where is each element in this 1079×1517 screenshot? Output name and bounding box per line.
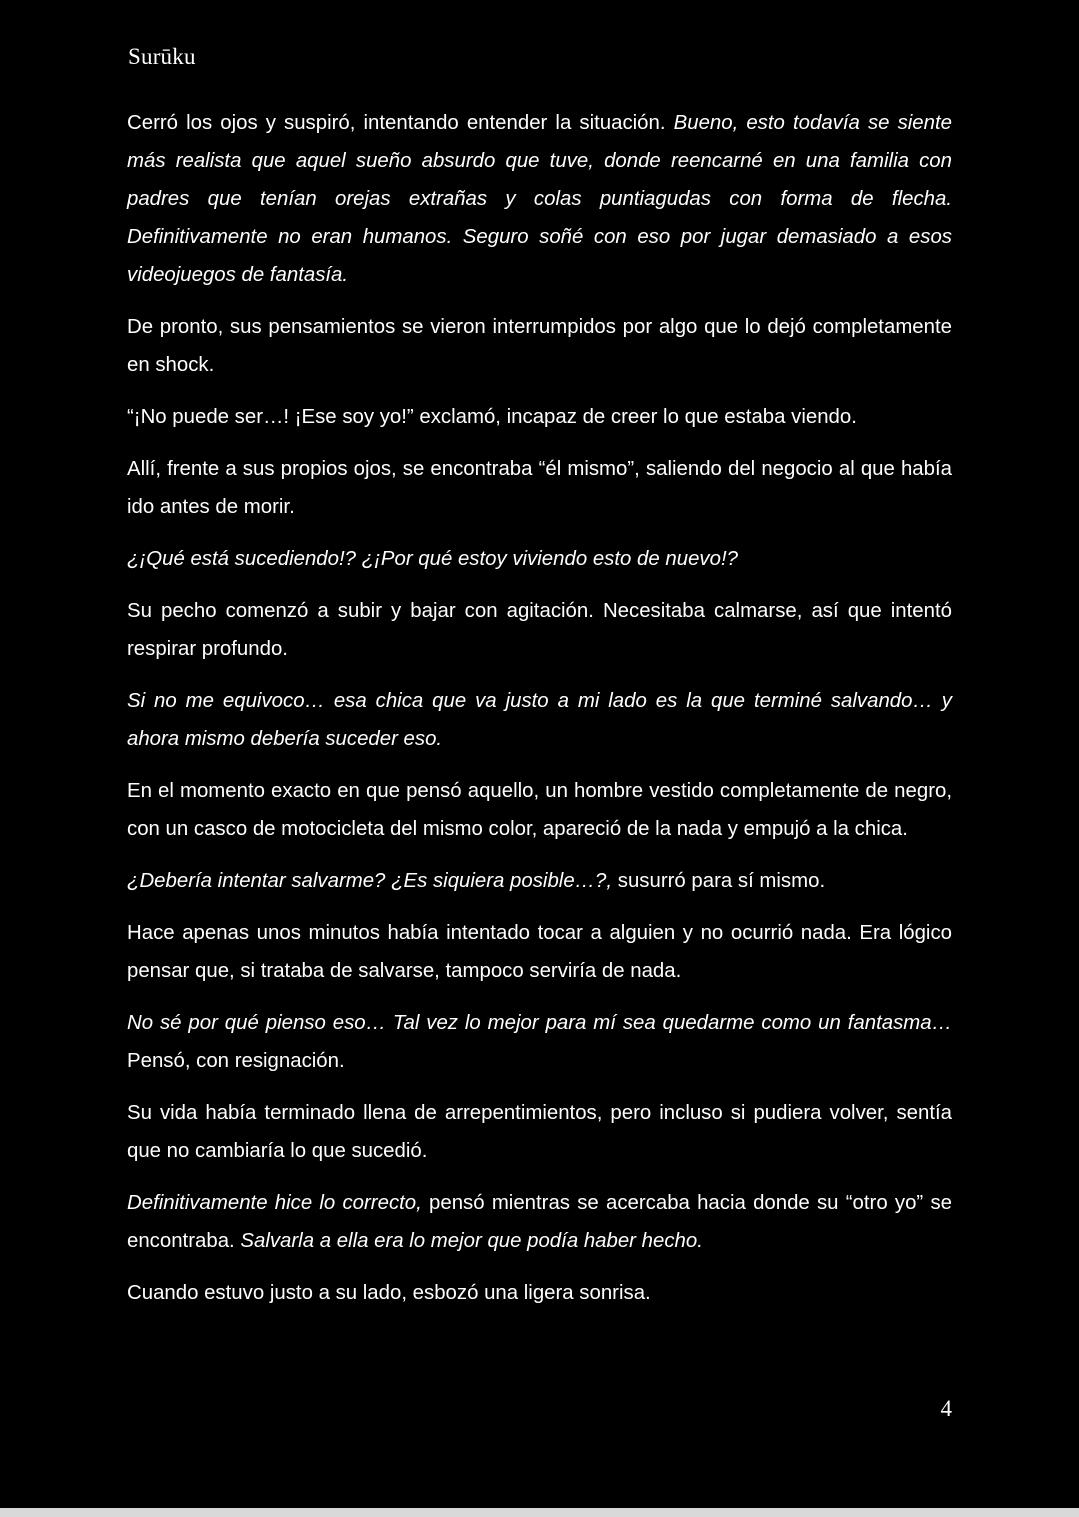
paragraph (127, 1094, 952, 1170)
italic-text-segment: ¿Debería intentar salvarme? ¿Es siquiera posible…?, (127, 870, 613, 892)
paragraph (127, 772, 952, 848)
text-segment: susurró para sí mismo. (612, 870, 826, 892)
paragraph (127, 914, 952, 990)
paragraph (127, 398, 952, 436)
text-segment: pensó mientras se acercaba hacia donde su “otro yo” se encontraba. (127, 1192, 952, 1252)
paragraph (127, 104, 952, 294)
body-text (127, 104, 952, 1326)
text-segment: Cuando estuvo justo a su lado, esbozó una ligera sonrisa. (127, 1282, 651, 1304)
italic-text-segment: Bueno, esto todavía se siente más realista que aquel sueño absurdo que tuve, donde reencarné en una familia con padres que tenían orejas extrañas y colas puntiagudas con forma de flecha. Definitivamente no eran humanos. Seguro soñé con eso por jugar demasiado a esos videojuegos de fantasía. (127, 112, 952, 286)
paragraph (127, 1184, 952, 1260)
italic-text-segment: No sé por qué pienso eso… Tal vez lo mejor para mí sea quedarme como un fantasma… (127, 1012, 952, 1034)
paragraph (127, 450, 952, 526)
text-segment: Allí, frente a sus propios ojos, se encontraba “él mismo”, saliendo del negocio al que había ido antes de morir. (127, 458, 952, 518)
text-segment: Su pecho comenzó a subir y bajar con agitación. Necesitaba calmarse, así que intentó respirar profundo. (127, 600, 952, 660)
text-segment: Hace apenas unos minutos había intentado tocar a alguien y no ocurrió nada. Era lógico pensar que, si trataba de salvarse, tampoco serviría de nada. (127, 922, 952, 982)
text-segment: “¡No puede ser…! ¡Ese soy yo!” exclamó, incapaz de creer lo que estaba viendo. (127, 406, 857, 428)
text-segment: En el momento exacto en que pensó aquello, un hombre vestido completamente de negro, con un casco de motocicleta del mismo color, apareció de la nada y empujó a la chica. (127, 780, 952, 840)
paragraph (127, 862, 952, 900)
page-number: 4 (940, 1396, 952, 1421)
italic-text-segment: ¿¡Qué está sucediendo!? ¿¡Por qué estoy viviendo esto de nuevo!? (127, 548, 738, 570)
text-segment: De pronto, sus pensamientos se vieron interrumpidos por algo que lo dejó completamente en shock. (127, 316, 952, 376)
paragraph (127, 592, 952, 668)
paragraph (127, 308, 952, 384)
text-segment: Pensó, con resignación. (127, 1050, 345, 1072)
italic-text-segment: Salvarla a ella era lo mejor que podía haber hecho. (240, 1230, 703, 1252)
text-segment: Cerró los ojos y suspiró, intentando entender la situación. (127, 112, 674, 134)
running-header: Surūku (128, 44, 196, 69)
paragraph (127, 1004, 952, 1080)
page-bottom-edge (0, 1508, 1079, 1517)
paragraph (127, 1274, 952, 1312)
italic-text-segment: Definitivamente hice lo correcto, (127, 1192, 422, 1214)
paragraph (127, 682, 952, 758)
paragraph (127, 540, 952, 578)
italic-text-segment: Si no me equivoco… esa chica que va justo a mi lado es la que terminé salvando… y ahora mismo debería suceder eso. (127, 690, 952, 750)
text-segment: Su vida había terminado llena de arrepentimientos, pero incluso si pudiera volver, sentía que no cambiaría lo que sucedió. (127, 1102, 952, 1162)
